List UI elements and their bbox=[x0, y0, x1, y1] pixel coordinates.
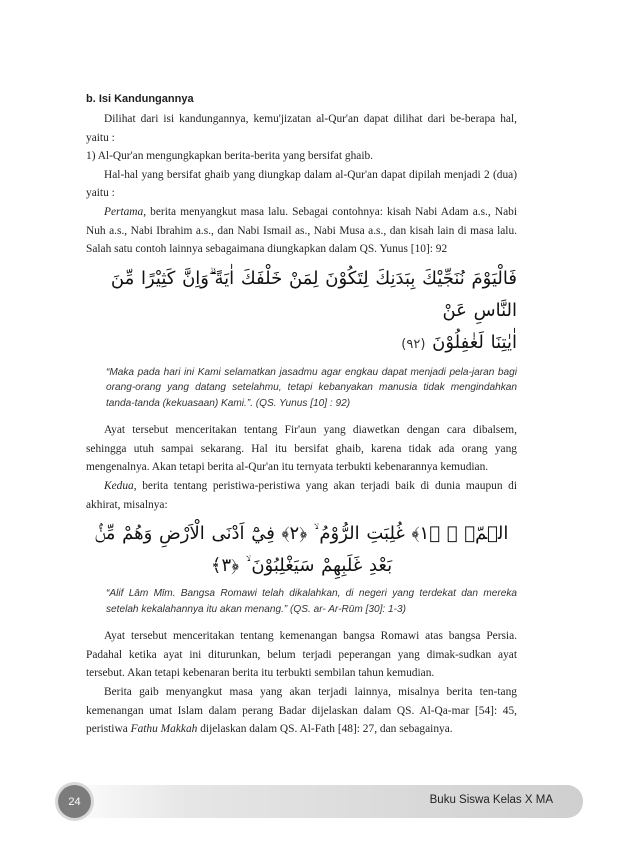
berita-gaib-part2: dijelaskan dalam QS. Al-Fath [48]: 27, dan sebagainya. bbox=[197, 723, 453, 736]
translation-rum: “Alif Lām Mīm. Bangsa Romawi telah dikalahkan, di negeri yang terdekat dan mereka setelah kekalahannya itu akan menang.” (QS. ar- Ar-Rūm [30]: 1-3) bbox=[106, 588, 517, 615]
section-heading: b. Isi Kandungannya bbox=[86, 93, 194, 105]
kedua-label: Kedua bbox=[104, 480, 134, 493]
arabic-verse-rum: الۤمّۤ ۚ ﴿١﴾ غُلِبَتِ الرُّوْمُ ۙ ﴿٢﴾ فِيْٓ اَدْنَى الْاَرْضِ وَهُمْ مِّنْۢ بَعْدِ غَلَبِهِمْ سَيَغْلِبُوْنَ ۙ ﴿٣﴾ bbox=[94, 523, 509, 577]
book-title: Buku Siswa Kelas X MA bbox=[429, 794, 553, 806]
paragraph-firaun: Ayat tersebut menceritakan tentang Fir'aun yang diawetkan dengan cara dibalsem, sehingga utuh sampai sekarang. Hal itu bersifat ghaib, karena tidak ada orang yang mengenalnya. Akan tetapi berita al-Qur'an itu ternyata terbukti kebenarannya kemudian. bbox=[86, 424, 517, 474]
paragraph-ghaib: Hal-hal yang bersifat ghaib yang diungkap dalam al-Qur'an dapat dipilah menjadi 2 (dua) yaitu : bbox=[86, 168, 517, 200]
arabic-verse-yunus-line2-text: اٰيٰتِنَا لَغٰفِلُوْنَ bbox=[432, 331, 517, 353]
pertama-label: Pertama bbox=[104, 205, 144, 218]
intro-paragraph: Dilihat dari isi kandungannya, kemu'jizatan al-Qur'an dapat dilihat dari be-berapa hal, yaitu : bbox=[86, 113, 517, 144]
paragraph-kedua bbox=[86, 477, 517, 514]
paragraph-berita-gaib bbox=[86, 683, 517, 739]
arabic-verse-yunus bbox=[86, 263, 517, 361]
arabic-verse-yunus-line2 bbox=[86, 327, 517, 361]
arabic-verse-yunus-line1: فَالْيَوْمَ نُنَجِّيْكَ بِبَدَنِكَ لِتَكُوْنَ لِمَنْ خَلْفَكَ اٰيَةً ۗوَاِنَّ كَثِيْرًا مِّنَ النَّاسِ عَنْ bbox=[110, 267, 517, 321]
page-number-badge: 24 bbox=[58, 785, 91, 818]
pertama-text: , berita menyangkut masa lalu. Sebagai contohnya: kisah Nabi Adam a.s., Nabi Nuh a.s., Nabi Ibrahim a.s., dan Nabi Ismail as., Nabi Musa a.s., dan kisah lain di masa lalu. Salah satu contoh lainnya sebagaimana diungkapkan dalam QS. Yunus [10]: 92 bbox=[86, 205, 517, 256]
paragraph-pertama bbox=[86, 203, 517, 259]
kedua-text: , berita tentang peristiwa-peristiwa yang akan terjadi baik di dunia maupun di akhirat, misalnya: bbox=[86, 480, 517, 511]
main-content bbox=[86, 91, 517, 739]
paragraph-romawi: Ayat tersebut menceritakan tentang kemenangan bangsa Romawi atas bangsa Persia. Padahal ketika ayat ini diturunkan, belum terjadi peperangan yang dimak-sudkan ayat tersebut. Akan tetapi kebenaran berita itu terbukti sembilan tahun kemudian. bbox=[86, 630, 517, 680]
list-item-1: 1) Al-Qur'an mengungkapkan berita-berita yang bersifat ghaib. bbox=[86, 150, 374, 163]
verse-number-mark: (٩٢) bbox=[401, 336, 426, 352]
translation-yunus: “Maka pada hari ini Kami selamatkan jasadmu agar engkau dapat menjadi pela-jaran bagi orang-orang yang datang setelahmu, tetapi kebanyakan manusia tidak mengindahkan tanda-tanda (kekuasaan) Kami.”. (QS. Yunus [10] : 92) bbox=[106, 366, 517, 409]
berita-gaib-part1: Berita gaib menyangkut masa yang akan terjadi lainnya, misalnya berita ten-tang kemenangan umat Islam dalam perang Badar dijelaskan dalam QS. Al-Qa-mar [54]: 45, peristiwa bbox=[86, 686, 517, 736]
fathu-makkah-label: Fathu Makkah bbox=[130, 723, 198, 736]
